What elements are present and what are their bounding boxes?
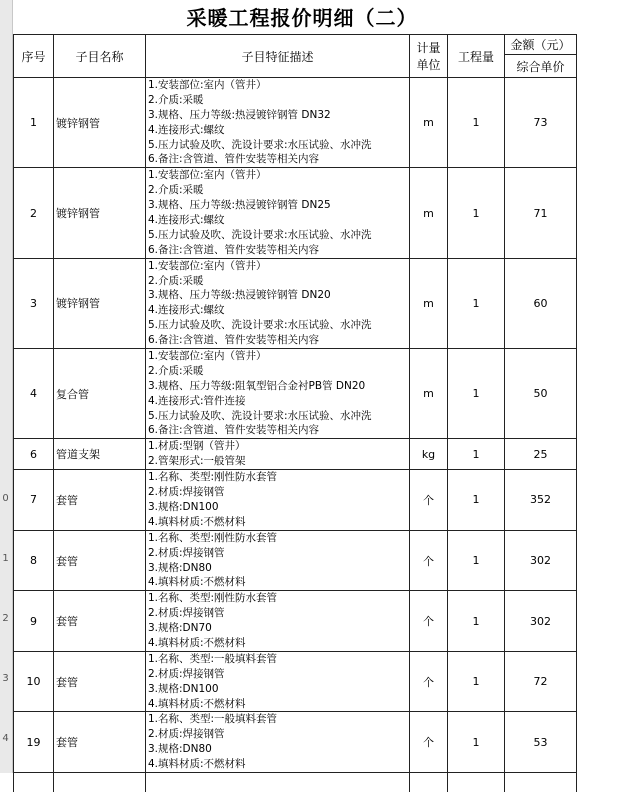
row-number[interactable]: 3 <box>2 673 9 684</box>
header-name[interactable]: 子目名称 <box>54 35 146 78</box>
row-number[interactable]: 0 <box>2 493 9 504</box>
cell-desc[interactable] <box>146 530 410 591</box>
cell-seq[interactable]: 10 <box>14 651 54 712</box>
table-row <box>14 258 577 348</box>
cell-unit[interactable]: 个 <box>410 591 448 652</box>
table-row <box>14 349 577 439</box>
cell-qty[interactable]: 1 <box>448 712 505 773</box>
table-row <box>14 168 577 258</box>
desc-line: 6.备注:含管道、管件安装等相关内容 <box>148 424 320 437</box>
cell-seq[interactable]: 3 <box>14 258 54 348</box>
cell-seq[interactable]: 1 <box>14 78 54 168</box>
desc-line: 3.规格:DN80 <box>148 561 212 574</box>
cell-seq[interactable]: 19 <box>14 712 54 773</box>
cell-price[interactable]: 302 <box>505 530 577 591</box>
cell-name[interactable]: 复合管 <box>54 349 146 439</box>
cell-empty[interactable] <box>505 772 577 792</box>
table-row-partial <box>14 772 577 792</box>
cell-desc[interactable] <box>146 651 410 712</box>
desc-line: 5.压力试验及吹、洗设计要求:水压试验、水冲洗 <box>148 409 372 422</box>
cell-price[interactable]: 50 <box>505 349 577 439</box>
desc-line: 4.填料材质:不燃材料 <box>148 576 246 589</box>
cell-qty[interactable]: 1 <box>448 349 505 439</box>
desc-line: 4.连接形式:螺纹 <box>148 304 225 317</box>
cell-seq[interactable]: 2 <box>14 168 54 258</box>
cell-desc[interactable] <box>146 78 410 168</box>
desc-line: 1.安装部位:室内（管井） <box>148 169 267 182</box>
cell-unit[interactable]: 个 <box>410 470 448 531</box>
desc-line: 4.连接形式:螺纹 <box>148 123 225 136</box>
cell-qty[interactable]: 1 <box>448 439 505 470</box>
cell-desc[interactable] <box>146 258 410 348</box>
header-desc[interactable]: 子目特征描述 <box>146 35 410 78</box>
desc-line: 2.材质:焊接钢管 <box>148 546 225 559</box>
table-row <box>14 530 577 591</box>
desc-line: 2.介质:采暖 <box>148 93 204 106</box>
row-header-gutter <box>0 0 13 773</box>
cell-qty[interactable]: 1 <box>448 651 505 712</box>
cell-seq[interactable]: 8 <box>14 530 54 591</box>
header-qty[interactable]: 工程量 <box>448 35 505 78</box>
cell-qty[interactable]: 1 <box>448 258 505 348</box>
cell-name[interactable]: 镀锌钢管 <box>54 258 146 348</box>
header-unit-line1: 计量 <box>416 41 441 55</box>
desc-line: 3.规格:DN70 <box>148 622 212 635</box>
desc-line: 5.压力试验及吹、洗设计要求:水压试验、水冲洗 <box>148 228 372 241</box>
desc-line: 2.介质:采暖 <box>148 364 204 377</box>
desc-line: 6.备注:含管道、管件安装等相关内容 <box>148 243 320 256</box>
cell-price[interactable]: 72 <box>505 651 577 712</box>
cell-price[interactable]: 53 <box>505 712 577 773</box>
table-row <box>14 591 577 652</box>
desc-line: 5.压力试验及吹、洗设计要求:水压试验、水冲洗 <box>148 138 372 151</box>
cell-desc[interactable] <box>146 712 410 773</box>
desc-line: 1.安装部位:室内（管井） <box>148 350 267 363</box>
cell-name[interactable]: 套管 <box>54 651 146 712</box>
cell-desc[interactable] <box>146 439 410 470</box>
desc-line: 2.材质:焊接钢管 <box>148 728 225 741</box>
cell-unit[interactable]: kg <box>410 439 448 470</box>
desc-line: 6.备注:含管道、管件安装等相关内容 <box>148 153 320 166</box>
cell-empty[interactable] <box>448 772 505 792</box>
cell-qty[interactable]: 1 <box>448 168 505 258</box>
cell-qty[interactable]: 1 <box>448 470 505 531</box>
quote-table <box>13 34 577 792</box>
desc-line: 1.安装部位:室内（管井） <box>148 259 267 272</box>
cell-unit[interactable]: m <box>410 78 448 168</box>
cell-qty[interactable]: 1 <box>448 78 505 168</box>
cell-unit[interactable]: 个 <box>410 530 448 591</box>
cell-price[interactable]: 73 <box>505 78 577 168</box>
cell-price[interactable]: 71 <box>505 168 577 258</box>
desc-line: 2.材质:焊接钢管 <box>148 486 225 499</box>
desc-line: 1.名称、类型:一般填料套管 <box>148 652 278 665</box>
cell-unit[interactable]: m <box>410 168 448 258</box>
cell-desc[interactable] <box>146 168 410 258</box>
cell-qty[interactable]: 1 <box>448 591 505 652</box>
desc-line: 2.介质:采暖 <box>148 184 204 197</box>
desc-line: 3.规格:DN80 <box>148 743 212 756</box>
row-number[interactable]: 4 <box>2 733 9 744</box>
table-row <box>14 78 577 168</box>
cell-seq[interactable]: 4 <box>14 349 54 439</box>
cell-unit[interactable]: 个 <box>410 712 448 773</box>
row-number[interactable]: 2 <box>2 613 9 624</box>
desc-line: 4.填料材质:不燃材料 <box>148 636 246 649</box>
sheet-title: 采暖工程报价明细（二） <box>186 6 418 30</box>
cell-empty[interactable] <box>14 772 54 792</box>
header-unit[interactable] <box>410 35 448 78</box>
cell-name[interactable]: 套管 <box>54 470 146 531</box>
cell-desc[interactable] <box>146 470 410 531</box>
desc-line: 1.名称、类型:刚性防水套管 <box>148 592 278 605</box>
header-unit-price[interactable]: 综合单价 <box>505 55 577 78</box>
desc-line: 1.名称、类型:刚性防水套管 <box>148 531 278 544</box>
table-row <box>14 470 577 531</box>
cell-name[interactable]: 镀锌钢管 <box>54 78 146 168</box>
cell-seq[interactable]: 9 <box>14 591 54 652</box>
cell-price[interactable]: 25 <box>505 439 577 470</box>
cell-qty[interactable]: 1 <box>448 530 505 591</box>
desc-line: 2.管架形式:一般管架 <box>148 455 246 468</box>
cell-empty[interactable] <box>410 772 448 792</box>
desc-line: 2.材质:焊接钢管 <box>148 607 225 620</box>
header-unit-line2: 单位 <box>416 58 441 72</box>
desc-line: 1.名称、类型:一般填料套管 <box>148 713 278 726</box>
desc-line: 1.安装部位:室内（管井） <box>148 79 267 91</box>
cell-empty[interactable] <box>54 772 146 792</box>
cell-price[interactable]: 302 <box>505 591 577 652</box>
header-amount[interactable]: 金额（元） <box>505 35 577 55</box>
cell-empty[interactable] <box>146 772 410 792</box>
cell-desc[interactable] <box>146 591 410 652</box>
desc-line: 1.材质:型钢（管井） <box>148 440 246 453</box>
cell-name[interactable]: 套管 <box>54 591 146 652</box>
table-row <box>14 651 577 712</box>
desc-line: 4.填料材质:不燃材料 <box>148 697 246 710</box>
desc-line: 4.填料材质:不燃材料 <box>148 515 246 528</box>
desc-line: 4.连接形式:螺纹 <box>148 214 225 227</box>
cell-seq[interactable]: 6 <box>14 439 54 470</box>
desc-line: 1.名称、类型:刚性防水套管 <box>148 471 278 484</box>
cell-name[interactable]: 套管 <box>54 712 146 773</box>
desc-line: 2.介质:采暖 <box>148 274 204 287</box>
desc-line: 5.压力试验及吹、洗设计要求:水压试验、水冲洗 <box>148 319 372 332</box>
cell-desc[interactable] <box>146 349 410 439</box>
cell-seq[interactable]: 7 <box>14 470 54 531</box>
desc-line: 2.材质:焊接钢管 <box>148 667 225 680</box>
desc-line: 4.连接形式:管件连接 <box>148 394 246 407</box>
desc-line: 3.规格:DN100 <box>148 500 219 513</box>
desc-line: 3.规格、压力等级:热浸镀锌钢管 DN20 <box>148 289 331 302</box>
table-row <box>14 712 577 773</box>
desc-line: 3.规格、压力等级:热浸镀锌钢管 DN25 <box>148 199 331 212</box>
header-seq[interactable]: 序号 <box>14 35 54 78</box>
table-row <box>14 439 577 470</box>
desc-line: 3.规格、压力等级:阻氧型铝合金衬PB管 DN20 <box>148 379 366 392</box>
cell-name[interactable]: 套管 <box>54 530 146 591</box>
desc-line: 6.备注:含管道、管件安装等相关内容 <box>148 334 320 347</box>
cell-name[interactable]: 镀锌钢管 <box>54 168 146 258</box>
cell-unit[interactable]: m <box>410 349 448 439</box>
row-number[interactable]: 1 <box>2 553 9 564</box>
cell-name[interactable]: 管道支架 <box>54 439 146 470</box>
cell-unit[interactable]: 个 <box>410 651 448 712</box>
cell-unit[interactable]: m <box>410 258 448 348</box>
desc-line: 3.规格:DN100 <box>148 682 219 695</box>
cell-price[interactable]: 60 <box>505 258 577 348</box>
desc-line: 4.填料材质:不燃材料 <box>148 758 246 771</box>
desc-line: 3.规格、压力等级:热浸镀锌钢管 DN32 <box>148 108 331 121</box>
cell-price[interactable]: 352 <box>505 470 577 531</box>
